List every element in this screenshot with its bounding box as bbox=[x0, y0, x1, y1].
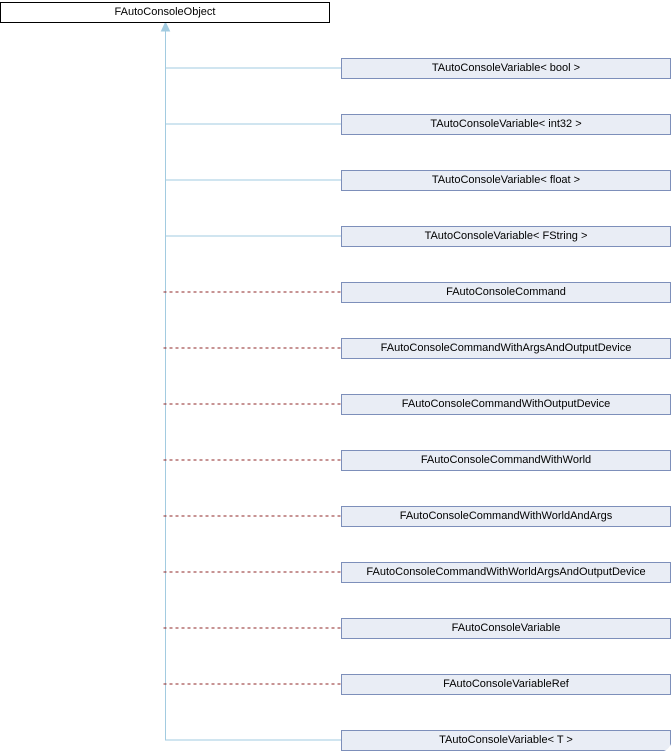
class-node[interactable]: FAutoConsoleCommandWithOutputDevice bbox=[341, 394, 671, 415]
class-node[interactable]: FAutoConsoleCommandWithArgsAndOutputDevice bbox=[341, 338, 671, 359]
class-node[interactable]: FAutoConsoleCommandWithWorldAndArgs bbox=[341, 506, 671, 527]
class-node[interactable]: FAutoConsoleCommandWithWorld bbox=[341, 450, 671, 471]
class-node[interactable]: TAutoConsoleVariable< float > bbox=[341, 170, 671, 191]
inheritance-arrow-icon bbox=[162, 23, 170, 32]
class-node[interactable]: TAutoConsoleVariable< bool > bbox=[341, 58, 671, 79]
class-node[interactable]: TAutoConsoleVariable< int32 > bbox=[341, 114, 671, 135]
class-node[interactable]: FAutoConsoleCommandWithWorldArgsAndOutputDevice bbox=[341, 562, 671, 583]
class-node-root: FAutoConsoleObject bbox=[0, 2, 330, 23]
class-node[interactable]: TAutoConsoleVariable< FString > bbox=[341, 226, 671, 247]
class-node[interactable]: FAutoConsoleCommand bbox=[341, 282, 671, 303]
class-node[interactable]: TAutoConsoleVariable< T > bbox=[341, 730, 671, 751]
class-node[interactable]: FAutoConsoleVariableRef bbox=[341, 674, 671, 695]
class-node[interactable]: FAutoConsoleVariable bbox=[341, 618, 671, 639]
inheritance-trunk-line bbox=[166, 29, 343, 740]
